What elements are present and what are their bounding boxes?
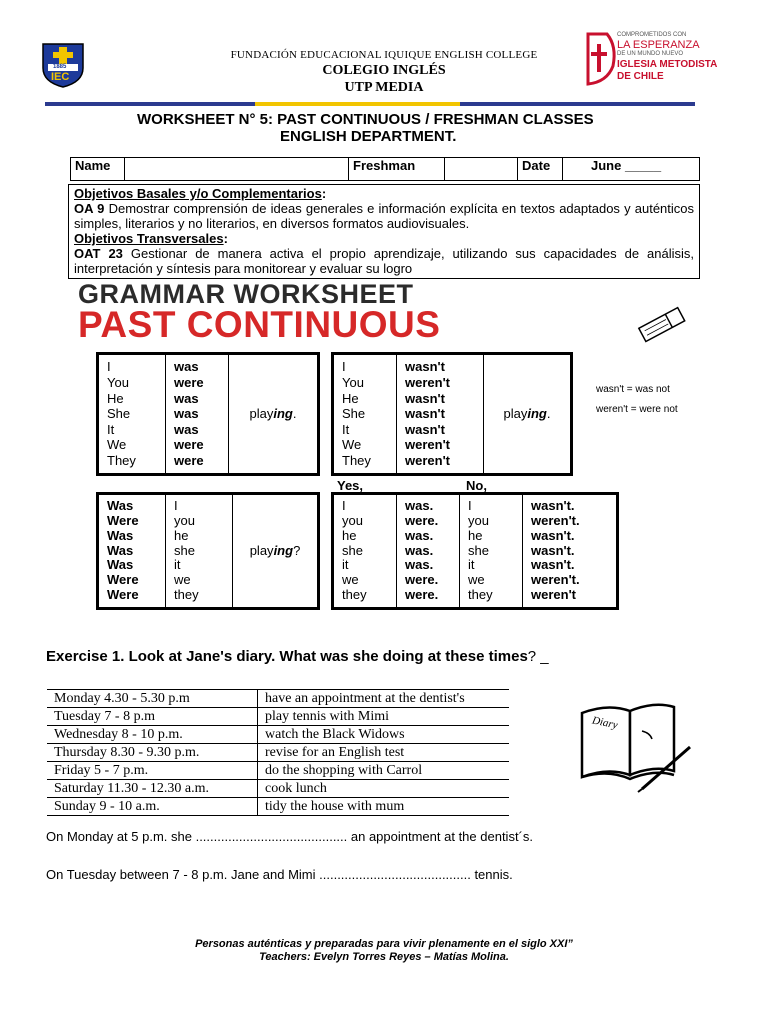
verb: weren't [405,437,450,453]
affirmative-table [96,352,320,476]
oa-text: Demostrar comprensión de ideas generales e información explícita en textos adaptados y auténticos simples, literarios y no literarios, en diversos formatos audiovisuales. [74,201,695,231]
crest-year: 1885 [53,64,67,70]
verb: wasn't. [531,498,575,514]
contraction-note-2: weren't = were not [596,404,678,415]
church-logo [585,30,718,88]
affirmative-pronouns [99,355,166,474]
pronoun: I [174,498,178,514]
diary-book-icon [578,693,696,793]
contraction-note-1: wasn't = was not [596,384,670,395]
church-logo-line-4: IGLESIA METODISTA [617,59,718,70]
verb: was [174,390,199,406]
question-auxiliaries [99,495,166,608]
pronoun: they [342,586,367,602]
verb: were [174,437,204,453]
diary-activity: revise for an English test [258,744,510,762]
pronoun: you [174,513,195,528]
pronoun: we [174,572,191,588]
diary-row [47,744,509,762]
pronoun: I [342,498,346,514]
diary-time: Monday 4.30 - 5.30 p.m [47,690,258,708]
no-label: No, [466,478,487,493]
verb: were [174,452,204,468]
pronoun: He [107,390,124,406]
grammar-title: GRAMMAR WORKSHEET [78,279,414,309]
verb: wasn't [405,359,445,375]
footer-teachers: Teachers: Evelyn Torres Reyes – Matías Molina. [259,951,509,963]
pronoun: You [342,375,364,391]
pronoun: you [468,513,489,528]
no-verbs [523,495,617,608]
objectives-heading: Objetivos Basales y/o Complementarios [74,186,322,201]
diary-row [47,690,509,708]
sentence-1: On Monday at 5 p.m. she .......................................... an appointment at the dentist´s. [46,829,533,844]
pronoun: They [107,452,136,468]
verb: was [174,406,199,422]
verb: wasn't. [531,557,575,573]
auxiliary: Were [107,513,139,528]
diary-activity: cook lunch [258,780,510,798]
diary-row [47,726,509,744]
auxiliary: Was [107,557,134,573]
verb: wasn't. [531,527,575,543]
pronoun: She [342,406,366,422]
negative-main-verb: playing. [484,355,571,474]
diary-activity: play tennis with Mimi [258,708,510,726]
verb: weren't. [531,572,580,588]
no-pronouns [460,495,523,608]
diary-book-label: Diary [591,714,619,732]
pronoun: she [342,542,363,558]
pronoun: he [342,527,357,543]
verb: wasn't [405,390,445,406]
affirmative-verbs [166,355,229,474]
diary-time: Sunday 9 - 10 a.m. [47,798,258,816]
verb: wasn't [405,421,445,437]
pronoun: we [468,572,485,588]
footer-motto: Personas auténticas y preparadas para vivir plenamente en el siglo XXI” [195,938,573,950]
diary-time: Saturday 11.30 - 12.30 a.m. [47,780,258,798]
auxiliary: Was [107,527,134,543]
diary-time: Wednesday 8 - 10 p.m. [47,726,258,744]
diary-time: Tuesday 7 - 8 p.m [47,708,258,726]
department-title: ENGLISH DEPARTMENT. [280,128,457,145]
pronoun: You [107,375,129,391]
auxiliary: Was [107,542,134,558]
verb: wasn't. [531,542,575,558]
student-info-table [70,157,700,181]
verb: was. [405,557,434,573]
pronoun: We [342,437,362,453]
eraser-icon [632,304,692,346]
oat-code: OAT 23 [74,246,123,261]
header-stripe-blue-left [45,102,255,106]
pronoun: it [468,557,475,573]
yes-pronouns [334,495,397,608]
header-stripe-yellow [255,102,460,106]
verb: was. [405,542,434,558]
verb: was [174,421,199,437]
course-field[interactable] [445,158,518,181]
date-field[interactable]: June _____ [563,158,700,181]
pronoun: she [174,542,195,558]
question-pronouns [166,495,233,608]
question-table [96,492,320,610]
oa-code: OA 9 [74,201,105,216]
pronoun: We [107,437,127,453]
yes-label: Yes, [337,478,364,493]
pronoun: you [342,513,363,528]
affirmative-main-verb: playing. [229,355,318,474]
school-name: COLEGIO INGLÉS [322,63,446,78]
pronoun: he [468,527,483,543]
verb: were [174,375,204,391]
objectives-box: Objetivos Basales y/o Complementarios: OA 9 Demostrar comprensión de ideas generales e información explícita en textos adaptados y auténticos simples, literarios y no literarios, en diversos formatos audiovisuales. Objetivos Transversales: OAT 23 Gestionar de manera activa el propio aprendizaje, utilizando sus capacidades de análisis, interpretación y síntesis para monitorear y evaluar su logro [68,184,700,279]
diary-activity: watch the Black Widows [258,726,510,744]
yes-verbs [397,495,460,608]
diary-row [47,708,509,726]
pronoun: they [468,586,493,602]
unit-name: UTP MEDIA [344,80,424,95]
pronoun: they [174,586,199,602]
verb: wasn't [405,406,445,422]
question-main-verb: playing? [233,495,318,608]
diary-activity: tidy the house with mum [258,798,510,816]
pronoun: she [468,542,489,558]
pronoun: He [342,390,359,406]
diary-table [47,689,509,816]
verb: weren't. [531,513,580,528]
verb: weren't [405,452,450,468]
church-logo-line-5: DE CHILE [617,71,664,82]
diary-row [47,780,509,798]
pronoun: it [174,557,181,573]
pronoun: I [342,359,346,375]
worksheet-title: WORKSHEET N° 5: PAST CONTINUOUS / FRESHMAN CLASSES [137,111,594,128]
pronoun: I [107,359,111,375]
verb: was. [405,527,434,543]
negative-table [331,352,573,476]
verb: was [174,359,199,375]
short-answers-table [331,492,619,610]
pronoun: he [174,527,189,543]
diary-row [47,762,509,780]
crest-initials: IEC [51,71,70,83]
foundation-name: FUNDACIÓN EDUCACIONAL IQUIQUE ENGLISH COLLEGE [230,49,538,61]
pronoun: it [342,557,349,573]
diary-row [47,798,509,816]
name-field[interactable] [125,158,349,181]
church-logo-line-1: COMPROMETIDOS CON [617,32,687,38]
verb: were. [405,513,439,528]
negative-pronouns [334,355,397,474]
verb: was. [405,498,434,514]
header-stripe-blue-right [460,102,695,106]
church-logo-line-2: LA ESPERANZA [617,39,700,51]
name-label: Name [71,158,125,181]
diary-time: Thursday 8.30 - 9.30 p.m. [47,744,258,762]
pronoun: She [107,406,131,422]
verb: were. [405,586,439,602]
diary-activity: have an appointment at the dentist's [258,690,510,708]
diary-time: Friday 5 - 7 p.m. [47,762,258,780]
pronoun: we [342,572,359,588]
oat-text: Gestionar de manera activa el propio aprendizaje, utilizando sus capacidades de análisis, interpretación y síntesis para monitorear y evaluar su logro [74,246,694,276]
verb: weren't [405,375,450,391]
auxiliary: Were [107,572,139,588]
pronoun: It [107,421,115,437]
verb: were. [405,572,439,588]
diary-activity: do the shopping with Carrol [258,762,510,780]
exercise-1-instruction: Exercise 1. Look at Jane's diary. What was she doing at these times? _ [46,648,549,665]
pronoun: It [342,421,350,437]
pronoun: I [468,498,472,514]
date-label: Date [518,158,563,181]
pronoun: They [342,452,371,468]
grammar-subtitle: PAST CONTINUOUS [78,304,441,345]
course-label: Freshman [349,158,445,181]
sentence-2: On Tuesday between 7 - 8 p.m. Jane and Mimi .......................................... tennis. [46,867,513,882]
verb: weren't [531,586,576,602]
church-logo-line-3: DE UN MUNDO NUEVO [617,51,684,57]
negative-verbs [397,355,484,474]
auxiliary: Were [107,586,139,602]
transversal-heading: Objetivos Transversales [74,231,224,246]
auxiliary: Was [107,498,134,514]
